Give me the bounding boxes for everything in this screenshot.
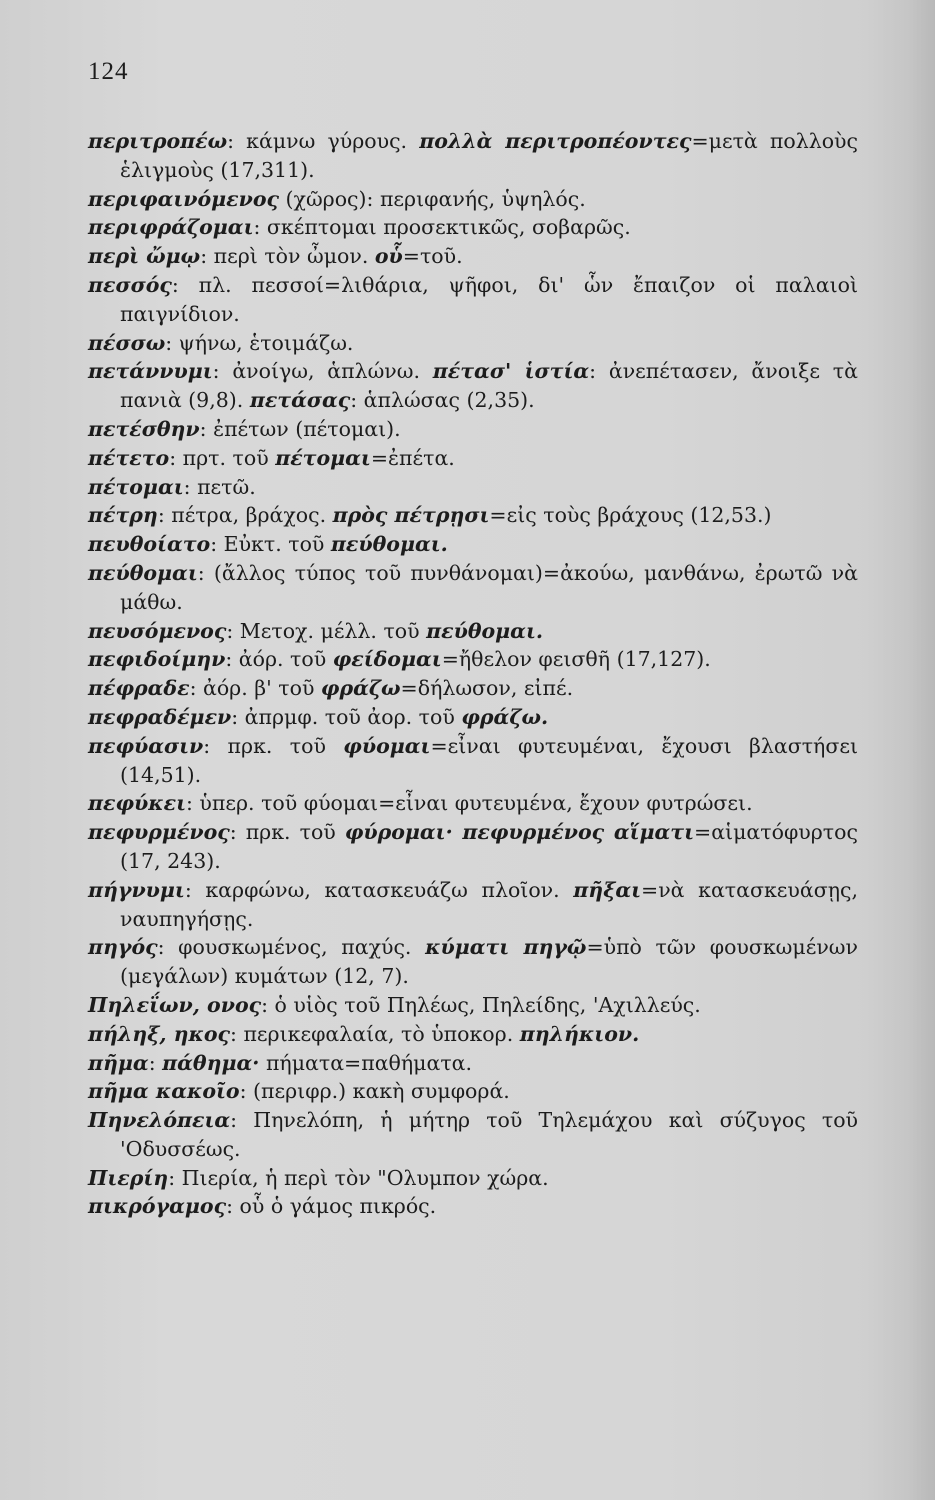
bold-phrase: πέτομαι bbox=[275, 445, 371, 470]
headword: πέτρη bbox=[88, 503, 158, 528]
bold-phrase: φείδομαι bbox=[332, 647, 442, 672]
glossary-entry bbox=[88, 329, 858, 358]
definition: : πρτ. τοῦ bbox=[169, 445, 276, 470]
definition: : (ἄλλος τύπος τοῦ πυνθάνομαι)=ἀκούω, μανθάνω, ἐρωτῶ νὰ μάθω. bbox=[120, 560, 858, 614]
glossary-entry bbox=[88, 1020, 858, 1049]
definition: : πέτρα, βράχος. bbox=[157, 503, 333, 528]
bold-phrase: πέτασ' ἱστία bbox=[432, 359, 590, 384]
headword: πεσσός bbox=[88, 272, 172, 297]
glossary-entry bbox=[88, 991, 858, 1020]
glossary-entry bbox=[88, 876, 858, 934]
headword: περὶ ὤμῳ bbox=[88, 244, 201, 269]
headword: πετέσθην bbox=[88, 416, 200, 441]
definition: : Πιερία, ἡ περὶ τὸν "Ολυμπον χώρα. bbox=[168, 1165, 549, 1190]
headword: πέσσω bbox=[88, 330, 166, 355]
definition-cont: : ἀνεπέτασεν, ἄνοιξε τὰ πανιὰ (9,8). bbox=[120, 359, 858, 413]
glossary-entry bbox=[88, 1049, 858, 1078]
headword: πεφυρμένος bbox=[88, 820, 230, 845]
definition: : πετῶ. bbox=[183, 474, 256, 499]
bold-phrase: πῆξαι bbox=[573, 877, 642, 902]
definition-cont: =εἰς τοὺς βράχους (12,53.) bbox=[489, 503, 772, 528]
glossary-entry bbox=[88, 789, 858, 818]
headword: πέτομαι bbox=[88, 474, 184, 499]
definition: (χῶρος): περιφανής, ὑψηλός. bbox=[279, 186, 586, 211]
glossary-entry bbox=[88, 818, 858, 876]
definition-cont: =ὑπὸ τῶν φουσκωμένων (μεγάλων) κυμάτων (12, 7). bbox=[120, 935, 858, 989]
definition: : πρκ. τοῦ bbox=[229, 820, 345, 845]
definition: : ὑπερ. τοῦ φύομαι=εἶναι φυτευμένα, ἔχουν φυτρώσει. bbox=[186, 791, 753, 816]
definition-cont: =ἤθελον φεισθῆ (17,127). bbox=[441, 647, 711, 672]
bold-phrase: φύρομαι· πεφυρμένος αἵματι bbox=[344, 820, 695, 845]
glossary-entry bbox=[88, 1077, 858, 1106]
headword: πεφύκει bbox=[88, 791, 186, 816]
page-number: 124 bbox=[88, 58, 129, 85]
definition: : περὶ τὸν ὦμον. bbox=[200, 244, 375, 269]
bold-phrase: φράζω bbox=[320, 676, 401, 701]
definition-cont: =μετὰ πολλοὺς ἑλιγμοὺς (17,311). bbox=[120, 129, 859, 182]
definition-cont: =εἶναι φυτευμέναι, ἔχουσι βλαστήσει (14,51). bbox=[120, 733, 858, 787]
glossary-entry bbox=[88, 1164, 858, 1193]
bold-phrase: πεύθομαι. bbox=[330, 532, 448, 557]
definition: : ἐπέτων (πέτομαι). bbox=[199, 416, 401, 441]
glossary-entry bbox=[88, 473, 858, 502]
headword: πέτετο bbox=[88, 445, 170, 470]
definition: : ἀνοίγω, ἁπλώνω. bbox=[212, 359, 433, 384]
definition: : καρφώνω, κατασκευάζω πλοῖον. bbox=[184, 877, 574, 902]
definition: : περικεφαλαία, τὸ ὑποκορ. bbox=[230, 1021, 520, 1046]
definition: : πρκ. τοῦ bbox=[203, 733, 344, 758]
headword: πῆμα κακοῖο bbox=[88, 1079, 240, 1104]
definition-cont: πήματα=παθήματα. bbox=[259, 1050, 473, 1075]
definition: : Πηνελόπη, ἡ μήτηρ τοῦ Τηλεμάχου καὶ σύζυγος τοῦ 'Οδυσσέως. bbox=[120, 1108, 858, 1161]
glossary-entry bbox=[88, 213, 858, 242]
definition-cont: =αἱματόφυρτος (17, 243). bbox=[120, 820, 858, 873]
definition: : (περιφρ.) κακὴ συμφορά. bbox=[239, 1079, 510, 1104]
glossary-entry bbox=[88, 415, 858, 444]
definition: : πλ. πεσσοί=λιθάρια, ψῆφοι, δι' ὧν ἔπαιζον οἱ παλαιοὶ παιγνίδιον. bbox=[120, 272, 858, 326]
headword: Πηνελόπεια bbox=[88, 1108, 231, 1133]
headword: πεφύασιν bbox=[88, 733, 204, 758]
definition: : Μετοχ. μέλλ. τοῦ bbox=[226, 618, 427, 643]
headword: περιφράζομαι bbox=[88, 215, 254, 240]
bold-phrase: πεύθομαι. bbox=[426, 618, 543, 643]
glossary-entry bbox=[88, 501, 858, 530]
glossary-entry bbox=[88, 271, 858, 329]
headword: πήγνυμι bbox=[88, 877, 185, 902]
glossary-entry bbox=[88, 1192, 858, 1221]
definition-cont: =ἐπέτα. bbox=[370, 445, 455, 470]
headword: περιφαινόμενος bbox=[88, 186, 280, 211]
headword: πευθοίατο bbox=[88, 532, 211, 557]
bold-phrase: πάθημα· bbox=[162, 1050, 260, 1075]
definition-cont: =τοῦ. bbox=[402, 244, 463, 269]
bold-phrase: πηλήκιον. bbox=[519, 1021, 640, 1046]
bold-phrase: φύομαι bbox=[343, 733, 431, 758]
glossary-entry bbox=[88, 530, 858, 559]
bold-phrase: πρὸς πέτρῃσι bbox=[332, 503, 490, 528]
headword: πικρόγαμος bbox=[88, 1194, 227, 1219]
glossary-entry bbox=[88, 703, 858, 732]
bold-phrase: φράζω. bbox=[461, 704, 549, 729]
definition: : φουσκωμένος, παχύς. bbox=[157, 935, 426, 960]
headword: πεφραδέμεν bbox=[88, 704, 232, 729]
headword: πετάννυμι bbox=[88, 359, 213, 384]
bold-phrase: κύματι πηγῷ bbox=[425, 935, 587, 960]
definition: : ψήνω, ἑτοιμάζω. bbox=[165, 330, 354, 355]
glossary-entry bbox=[88, 933, 858, 991]
definition: : ἀόρ. τοῦ bbox=[225, 647, 333, 672]
definition: : κάμνω γύρους. bbox=[227, 129, 420, 153]
glossary-entry bbox=[88, 645, 858, 674]
headword: πεφιδοίμην bbox=[88, 647, 226, 672]
glossary-entry bbox=[88, 242, 858, 271]
definition: : ἀπρμφ. τοῦ ἀορ. τοῦ bbox=[231, 704, 462, 729]
headword: πευσόμενος bbox=[88, 618, 227, 643]
bold-phrase: οὗ bbox=[374, 244, 403, 269]
glossary-entry bbox=[88, 559, 858, 617]
bold-phrase: πολλὰ περιτροπέοντες bbox=[419, 129, 692, 153]
headword: πεύθομαι bbox=[88, 560, 198, 585]
headword: Πιερίη bbox=[88, 1165, 169, 1190]
definition-cont: : ἁπλώσας (2,35). bbox=[350, 388, 535, 413]
headword: Πηλεΐων, ονος bbox=[88, 992, 262, 1017]
page-edge-shadow bbox=[865, 0, 935, 1500]
glossary-entry bbox=[88, 617, 858, 646]
headword: πήληξ, ηκος bbox=[88, 1021, 231, 1046]
definition-cont: =νὰ κατασκευάσῃς, ναυπηγήσῃς. bbox=[120, 877, 858, 931]
glossary-entry bbox=[88, 127, 858, 185]
headword: πηγός bbox=[88, 935, 158, 960]
definition: : bbox=[148, 1050, 163, 1075]
bold-phrase: πετάσας bbox=[249, 388, 351, 413]
definition: : οὗ ὁ γάμος πικρός. bbox=[226, 1194, 437, 1219]
headword: πῆμα bbox=[88, 1050, 149, 1075]
glossary-entry bbox=[88, 185, 858, 214]
glossary-entry bbox=[88, 1106, 858, 1164]
glossary-entry bbox=[88, 732, 858, 790]
glossary-entries bbox=[88, 127, 858, 1221]
definition: : σκέπτομαι προσεκτικῶς, σοβαρῶς. bbox=[253, 215, 631, 240]
headword: περιτροπέω bbox=[88, 129, 228, 153]
glossary-entry bbox=[88, 674, 858, 703]
glossary-entry bbox=[88, 357, 858, 415]
definition: : ὁ υἱὸς τοῦ Πηλέως, Πηλείδης, 'Αχιλλεύς. bbox=[261, 992, 701, 1017]
definition-cont: =δήλωσον, εἰπέ. bbox=[400, 676, 574, 701]
definition: : ἀόρ. β' τοῦ bbox=[189, 676, 321, 701]
headword: πέφραδε bbox=[88, 676, 190, 701]
glossary-entry bbox=[88, 444, 858, 473]
definition: : Εὐκτ. τοῦ bbox=[210, 532, 331, 557]
